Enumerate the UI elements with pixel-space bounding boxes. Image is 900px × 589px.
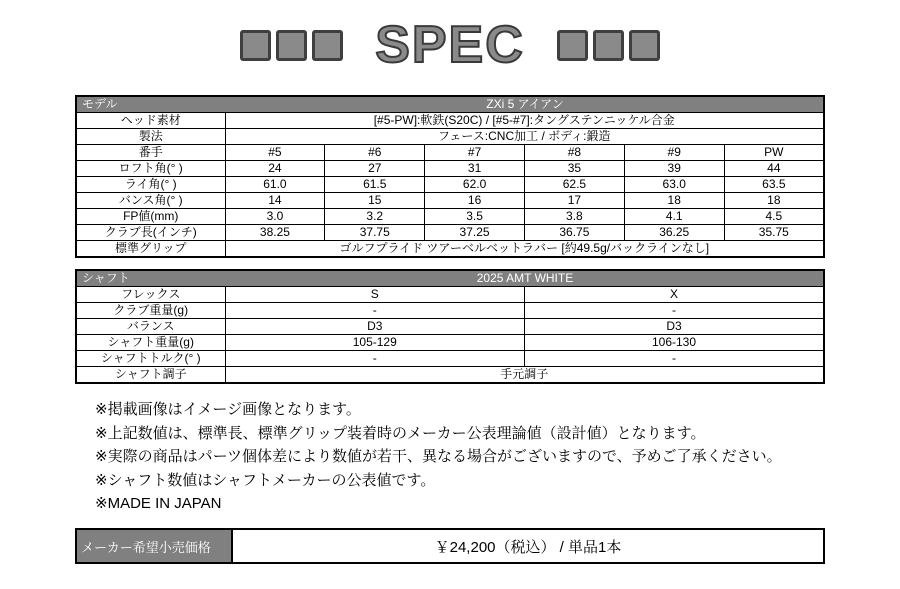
- spec-table: [75, 95, 825, 258]
- value-cell: 35: [524, 161, 624, 177]
- decor-squares-left: [240, 30, 343, 61]
- value-cell: 105-129: [225, 335, 525, 351]
- note-line: ※実際の商品はパーツ個体差により数値が若干、異なる場合がございますので、予めご了承ください。: [95, 448, 782, 466]
- spec-banner: [0, 16, 900, 74]
- value-cell: 3.8: [524, 209, 624, 225]
- value-cell: 18: [624, 193, 724, 209]
- row-label: フレックス: [76, 287, 225, 303]
- row-label: ヘッド素材: [76, 113, 225, 129]
- value-cell: 14: [225, 193, 325, 209]
- value-cell: 63.0: [624, 177, 724, 193]
- row-bounce: [76, 193, 824, 209]
- square-icon: [593, 30, 624, 61]
- value-cell: D3: [525, 319, 825, 335]
- row-shaft-weight: [76, 335, 824, 351]
- value-cell: 18: [724, 193, 824, 209]
- value-cell: 3.5: [425, 209, 525, 225]
- value-cell: PW: [724, 145, 824, 161]
- row-lie: [76, 177, 824, 193]
- note-line: ※MADE IN JAPAN: [95, 495, 222, 513]
- row-loft: [76, 161, 824, 177]
- note-line: ※シャフト数値はシャフトメーカーの公表値です。: [95, 471, 436, 489]
- value-cell: 62.0: [425, 177, 525, 193]
- value-cell: 39: [624, 161, 724, 177]
- value-cell: 17: [524, 193, 624, 209]
- value-cell: -: [525, 351, 825, 367]
- row-label: FP値(mm): [76, 209, 225, 225]
- square-icon: [312, 30, 343, 61]
- row-model: [76, 96, 824, 113]
- row-club-length: [76, 225, 824, 241]
- value-cell: 手元調子: [225, 367, 824, 384]
- row-label: シャフト調子: [76, 367, 225, 384]
- model-value: ZXi 5 アイアン: [486, 97, 564, 111]
- value-cell: 36.75: [524, 225, 624, 241]
- value-cell: 63.5: [724, 177, 824, 193]
- value-cell: -: [225, 303, 525, 319]
- value-cell: #8: [524, 145, 624, 161]
- row-label: シャフト重量(g): [76, 335, 225, 351]
- price-label: メーカー希望小売価格: [76, 529, 232, 563]
- row-fp: [76, 209, 824, 225]
- value-cell: -: [525, 303, 825, 319]
- value-cell: 3.0: [225, 209, 325, 225]
- value-cell: 4.5: [724, 209, 824, 225]
- note-line: ※上記数値は、標準長、標準グリップ装着時のメーカー公表理論値（設計値）となります。: [95, 424, 706, 442]
- shaft-table: [75, 269, 825, 384]
- value-cell: #9: [624, 145, 724, 161]
- row-grip: [76, 241, 824, 258]
- value-cell: フェース:CNC加工 / ボディ:鍛造: [225, 129, 824, 145]
- value-cell: 4.1: [624, 209, 724, 225]
- square-icon: [276, 30, 307, 61]
- value-cell: #6: [325, 145, 425, 161]
- value-cell: 62.5: [524, 177, 624, 193]
- value-cell: S: [225, 287, 525, 303]
- row-label: 番手: [76, 145, 225, 161]
- row-label: バランス: [76, 319, 225, 335]
- row-shaft: [76, 270, 824, 287]
- value-cell: 24: [225, 161, 325, 177]
- row-price: [76, 529, 824, 563]
- row-label: バンス角(° ): [76, 193, 225, 209]
- row-label: モデル: [82, 97, 118, 111]
- row-label: クラブ長(インチ): [76, 225, 225, 241]
- spec-title: SPEC: [375, 16, 525, 74]
- value-cell: 27: [325, 161, 425, 177]
- value-cell: #5: [225, 145, 325, 161]
- value-cell: ゴルフプライド ツアーベルベットラバー [約49.5g/バックラインなし]: [225, 241, 824, 258]
- value-cell: 106-130: [525, 335, 825, 351]
- value-cell: 3.2: [325, 209, 425, 225]
- value-cell: 61.5: [325, 177, 425, 193]
- value-cell: 37.75: [325, 225, 425, 241]
- row-head-material: [76, 113, 824, 129]
- row-club-number: [76, 145, 824, 161]
- row-balance: [76, 319, 824, 335]
- row-kick-point: [76, 367, 824, 384]
- value-cell: 15: [325, 193, 425, 209]
- row-label: ロフト角(° ): [76, 161, 225, 177]
- value-cell: 44: [724, 161, 824, 177]
- square-icon: [240, 30, 271, 61]
- price-table: [75, 528, 825, 564]
- value-cell: 35.75: [724, 225, 824, 241]
- row-label: 標準グリップ: [76, 241, 225, 258]
- value-cell: 31: [425, 161, 525, 177]
- note-line: ※掲載画像はイメージ画像となります。: [95, 401, 361, 418]
- decor-squares-right: [557, 30, 660, 61]
- row-label: シャフトトルク(° ): [76, 351, 225, 367]
- value-cell: 37.25: [425, 225, 525, 241]
- row-label: クラブ重量(g): [76, 303, 225, 319]
- row-club-weight: [76, 303, 824, 319]
- value-cell: 38.25: [225, 225, 325, 241]
- value-cell: D3: [225, 319, 525, 335]
- value-cell: -: [225, 351, 525, 367]
- value-cell: [#5-PW]:軟鉄(S20C) / [#5-#7]:タングステンニッケル合金: [225, 113, 824, 129]
- shaft-name-value: 2025 AMT WHITE: [476, 271, 574, 285]
- row-label: 製法: [76, 129, 225, 145]
- value-cell: 36.25: [624, 225, 724, 241]
- value-cell: #7: [425, 145, 525, 161]
- row-flex: [76, 287, 824, 303]
- value-cell: 61.0: [225, 177, 325, 193]
- price-value: ￥24,200（税込） / 単品1本: [232, 529, 824, 563]
- value-cell: 16: [425, 193, 525, 209]
- disclaimer-notes: [95, 398, 782, 516]
- row-label: ライ角(° ): [76, 177, 225, 193]
- square-icon: [629, 30, 660, 61]
- row-construction: [76, 129, 824, 145]
- row-label: シャフト: [82, 271, 130, 285]
- value-cell: X: [525, 287, 825, 303]
- square-icon: [557, 30, 588, 61]
- row-torque: [76, 351, 824, 367]
